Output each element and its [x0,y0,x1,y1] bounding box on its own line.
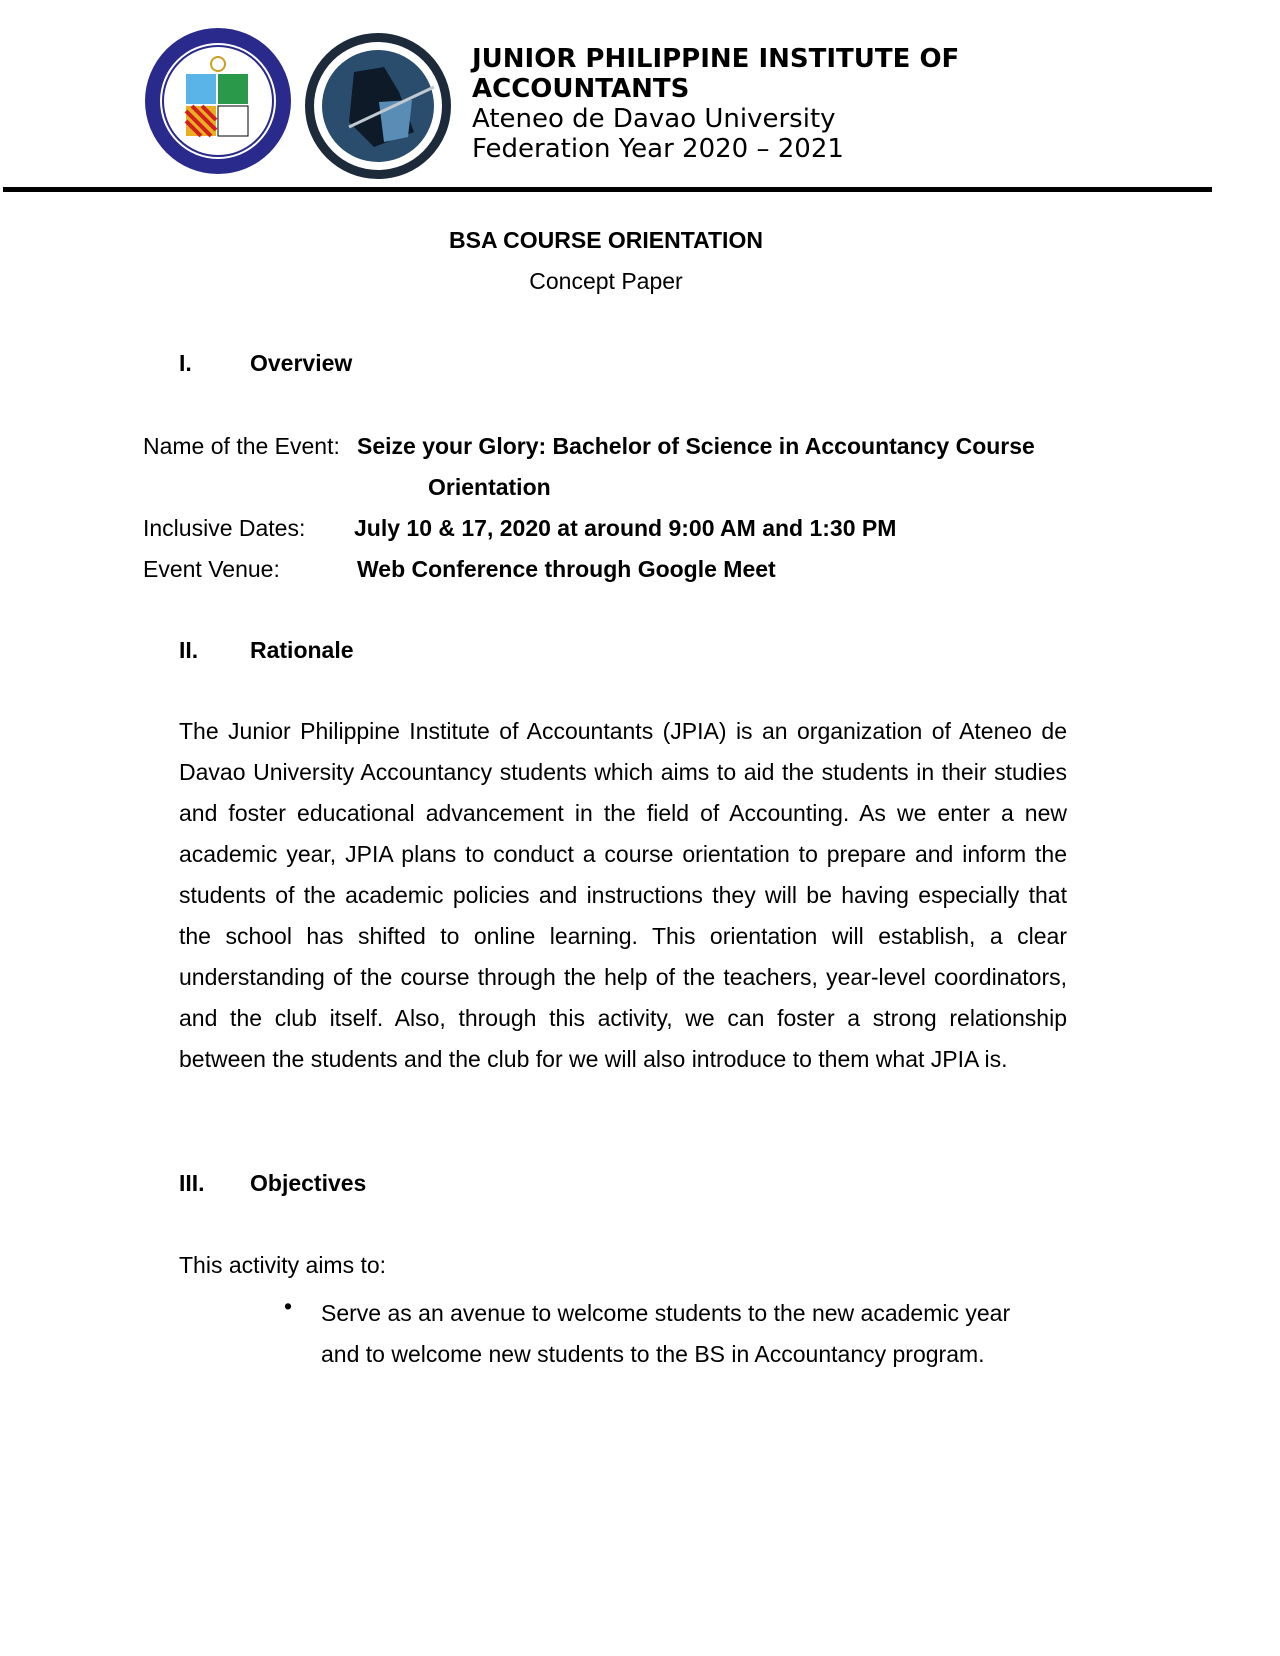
ateneo-de-davao-seal-logo [142,26,294,176]
section-heading-rationale: Rationale [250,637,354,663]
document-header [472,44,959,164]
section-number-overview: I. [179,350,192,376]
venue-label: Event Venue: [143,556,280,582]
federation-year: Federation Year 2020 – 2021 [472,134,844,164]
dates-label: Inclusive Dates: [143,515,306,541]
section-heading-overview: Overview [250,350,353,376]
event-name-value: Seize your Glory: Bachelor of Science in Accountancy Course [357,433,1035,459]
document-subtitle: Concept Paper [529,268,683,294]
event-name-label: Name of the Event: [143,433,340,459]
objective-line2: and to welcome new students to the BS in Accountancy program. [321,1341,985,1367]
jpia-logo [304,32,452,180]
objective-item [321,1293,1010,1375]
document-title: BSA COURSE ORIENTATION [449,227,763,253]
rationale-paragraph: The Junior Philippine Institute of Accountants (JPIA) is an organization of Ateneo de Davao University Accountancy students which aims to aid the students in their studies and foster educational advancement in the field of Accounting. As we enter a new academic year, JPIA plans to conduct a course orientation to prepare and inform the students of the academic policies and instructions they will be having especially that the school has shifted to online learning. This orientation will establish, a clear understanding of the course through the help of the teachers, year-level coordinators, and the club itself. Also, through this activity, we can foster a strong relationship between the students and the club for we will also introduce to them what JPIA is. [179,718,1067,1072]
bullet-icon: • [284,1293,293,1319]
section-number-rationale: II. [179,637,199,663]
university-name: Ateneo de Davao University [472,104,836,134]
header-divider [3,187,1212,192]
objective-line1: Serve as an avenue to welcome students to the new academic year [321,1300,1011,1326]
venue-value: Web Conference through Google Meet [357,556,776,582]
event-name-value-cont: Orientation [428,474,551,500]
org-name-line1: JUNIOR PHILIPPINE INSTITUTE OF [472,44,960,74]
section-heading-objectives: Objectives [250,1170,367,1196]
objectives-intro: This activity aims to: [179,1252,387,1278]
org-name-line2: ACCOUNTANTS [472,74,690,104]
section-number-objectives: III. [179,1170,205,1196]
dates-value: July 10 & 17, 2020 at around 9:00 AM and 1:30 PM [354,515,897,541]
